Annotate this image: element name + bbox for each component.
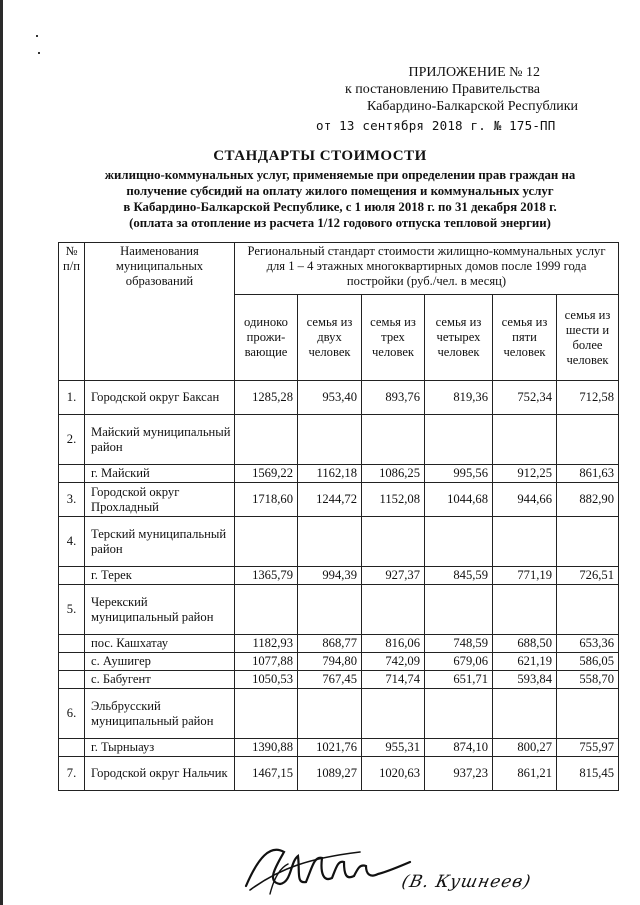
cost-value [493, 585, 557, 635]
row-number [59, 671, 85, 689]
row-number [59, 567, 85, 585]
header-no: № п/п [59, 243, 85, 381]
cost-value: 800,27 [493, 739, 557, 757]
signature-mark [240, 838, 415, 898]
table-row [59, 585, 619, 635]
cost-value [557, 517, 619, 567]
scan-speck [36, 35, 38, 37]
subtitle-line-2: получение субсидий на оплату жилого помещения и коммунальных услуг [126, 184, 554, 198]
cost-value [425, 517, 493, 567]
cost-value: 861,21 [493, 757, 557, 791]
municipality-name: г. Терек [85, 567, 235, 585]
cost-value: 1285,28 [235, 381, 298, 415]
row-number [59, 739, 85, 757]
cost-value: 712,58 [557, 381, 619, 415]
table-row [59, 635, 619, 653]
subheader-6: семья из шести и более человек [557, 295, 619, 381]
row-number [59, 653, 85, 671]
cost-value: 679,06 [425, 653, 493, 671]
municipality-name: Майский муниципальный район [85, 415, 235, 465]
cost-value [425, 689, 493, 739]
cost-value [235, 689, 298, 739]
subtitle-line-1: жилищно-коммунальных услуг, применяемые при определении прав граждан на [104, 168, 576, 182]
cost-value [298, 689, 362, 739]
cost-value: 593,84 [493, 671, 557, 689]
table-row [59, 653, 619, 671]
table-row [59, 689, 619, 739]
cost-value: 1569,22 [235, 465, 298, 483]
cost-value: 868,77 [298, 635, 362, 653]
cost-value: 651,71 [425, 671, 493, 689]
cost-value [493, 689, 557, 739]
municipality-name: Черекский муниципальный район [85, 585, 235, 635]
cost-value: 1718,60 [235, 483, 298, 517]
cost-value: 714,74 [362, 671, 425, 689]
cost-value: 653,36 [557, 635, 619, 653]
appendix-title: ПРИЛОЖЕНИЕ № 12 [408, 65, 540, 80]
table-row [59, 567, 619, 585]
cost-value [298, 415, 362, 465]
cost-value: 1086,25 [362, 465, 425, 483]
standards-table [58, 242, 619, 791]
row-number: 2. [59, 415, 85, 465]
cost-value [298, 585, 362, 635]
cost-value [557, 689, 619, 739]
appendix-line-2: Кабардино-Балкарской Республики [367, 99, 578, 114]
cost-value [425, 585, 493, 635]
cost-value [362, 585, 425, 635]
table-row [59, 465, 619, 483]
scan-speck [38, 52, 40, 54]
cost-value: 767,45 [298, 671, 362, 689]
cost-value: 1020,63 [362, 757, 425, 791]
signature-name: (В. Кушнеев) [399, 872, 534, 892]
cost-value [493, 415, 557, 465]
cost-value [362, 415, 425, 465]
row-number: 7. [59, 757, 85, 791]
cost-value: 558,70 [557, 671, 619, 689]
cost-value [557, 415, 619, 465]
row-number: 5. [59, 585, 85, 635]
municipality-name: с. Бабугент [85, 671, 235, 689]
cost-value: 1162,18 [298, 465, 362, 483]
cost-value: 912,25 [493, 465, 557, 483]
table-row [59, 757, 619, 791]
subtitle-line-3: в Кабардино-Балкарской Республике, с 1 июля 2018 г. по 31 декабря 2018 г. [123, 200, 557, 214]
cost-value: 1077,88 [235, 653, 298, 671]
cost-value: 927,37 [362, 567, 425, 585]
page-title: СТАНДАРТЫ СТОИМОСТИ [213, 148, 427, 164]
appendix-line-1: к постановлению Правительства [344, 82, 540, 97]
municipality-name: г. Майский [85, 465, 235, 483]
cost-value: 1390,88 [235, 739, 298, 757]
row-number [59, 465, 85, 483]
cost-value [425, 415, 493, 465]
cost-value: 748,59 [425, 635, 493, 653]
cost-value: 893,76 [362, 381, 425, 415]
cost-value: 994,39 [298, 567, 362, 585]
header-name: Наименования муниципальных образований [85, 243, 235, 381]
cost-value [493, 517, 557, 567]
cost-value: 955,31 [362, 739, 425, 757]
cost-value: 882,90 [557, 483, 619, 517]
cost-value: 1244,72 [298, 483, 362, 517]
subheader-5: семья из пяти человек [493, 295, 557, 381]
decree-reference: от 13 сентября 2018 г. № 175-ПП [316, 118, 556, 133]
table-row [59, 671, 619, 689]
cost-value: 1182,93 [235, 635, 298, 653]
cost-value: 995,56 [425, 465, 493, 483]
cost-value: 815,45 [557, 757, 619, 791]
cost-value: 621,19 [493, 653, 557, 671]
subheader-4: семья из четырех человек [425, 295, 493, 381]
cost-value: 944,66 [493, 483, 557, 517]
cost-value: 845,59 [425, 567, 493, 585]
municipality-name: пос. Кашхатау [85, 635, 235, 653]
table-row [59, 483, 619, 517]
cost-value [235, 517, 298, 567]
cost-value: 688,50 [493, 635, 557, 653]
table-row [59, 381, 619, 415]
cost-value: 1089,27 [298, 757, 362, 791]
cost-value [557, 585, 619, 635]
cost-value: 755,97 [557, 739, 619, 757]
cost-value: 742,09 [362, 653, 425, 671]
row-number: 6. [59, 689, 85, 739]
municipality-name: г. Тырныауз [85, 739, 235, 757]
cost-value: 586,05 [557, 653, 619, 671]
municipality-name: Эльбрусский муниципальный район [85, 689, 235, 739]
table-row [59, 517, 619, 567]
cost-value: 1152,08 [362, 483, 425, 517]
cost-value: 1365,79 [235, 567, 298, 585]
municipality-name: Городской округ Прохладный [85, 483, 235, 517]
scan-edge-bar [0, 0, 3, 905]
municipality-name: Городской округ Нальчик [85, 757, 235, 791]
cost-value: 874,10 [425, 739, 493, 757]
cost-value: 1050,53 [235, 671, 298, 689]
cost-value: 771,19 [493, 567, 557, 585]
subheader-1: одиноко прожи-вающие [235, 295, 298, 381]
cost-value: 819,36 [425, 381, 493, 415]
subheader-2: семья из двух человек [298, 295, 362, 381]
row-number: 4. [59, 517, 85, 567]
cost-value: 1467,15 [235, 757, 298, 791]
subheader-3: семья из трех человек [362, 295, 425, 381]
cost-value: 794,80 [298, 653, 362, 671]
cost-value [362, 517, 425, 567]
row-number: 3. [59, 483, 85, 517]
table-row [59, 415, 619, 465]
cost-value [235, 585, 298, 635]
municipality-name: с. Аушигер [85, 653, 235, 671]
subtitle-line-4: (оплата за отопление из расчета 1/12 годового отпуска тепловой энергии) [129, 216, 551, 230]
header-group: Региональный стандарт стоимости жилищно-коммунальных услуг для 1 – 4 этажных многоквартирных домов после 1999 года постройки (руб./чел. в месяц) [235, 243, 619, 295]
cost-value: 1021,76 [298, 739, 362, 757]
cost-value: 861,63 [557, 465, 619, 483]
cost-value: 1044,68 [425, 483, 493, 517]
cost-value: 937,23 [425, 757, 493, 791]
table-body [59, 381, 619, 791]
cost-value [235, 415, 298, 465]
municipality-name: Городской округ Баксан [85, 381, 235, 415]
municipality-name: Терский муниципальный район [85, 517, 235, 567]
row-number [59, 635, 85, 653]
cost-value [362, 689, 425, 739]
cost-value [298, 517, 362, 567]
table-row [59, 739, 619, 757]
cost-value: 752,34 [493, 381, 557, 415]
row-number: 1. [59, 381, 85, 415]
cost-value: 953,40 [298, 381, 362, 415]
cost-value: 816,06 [362, 635, 425, 653]
cost-value: 726,51 [557, 567, 619, 585]
